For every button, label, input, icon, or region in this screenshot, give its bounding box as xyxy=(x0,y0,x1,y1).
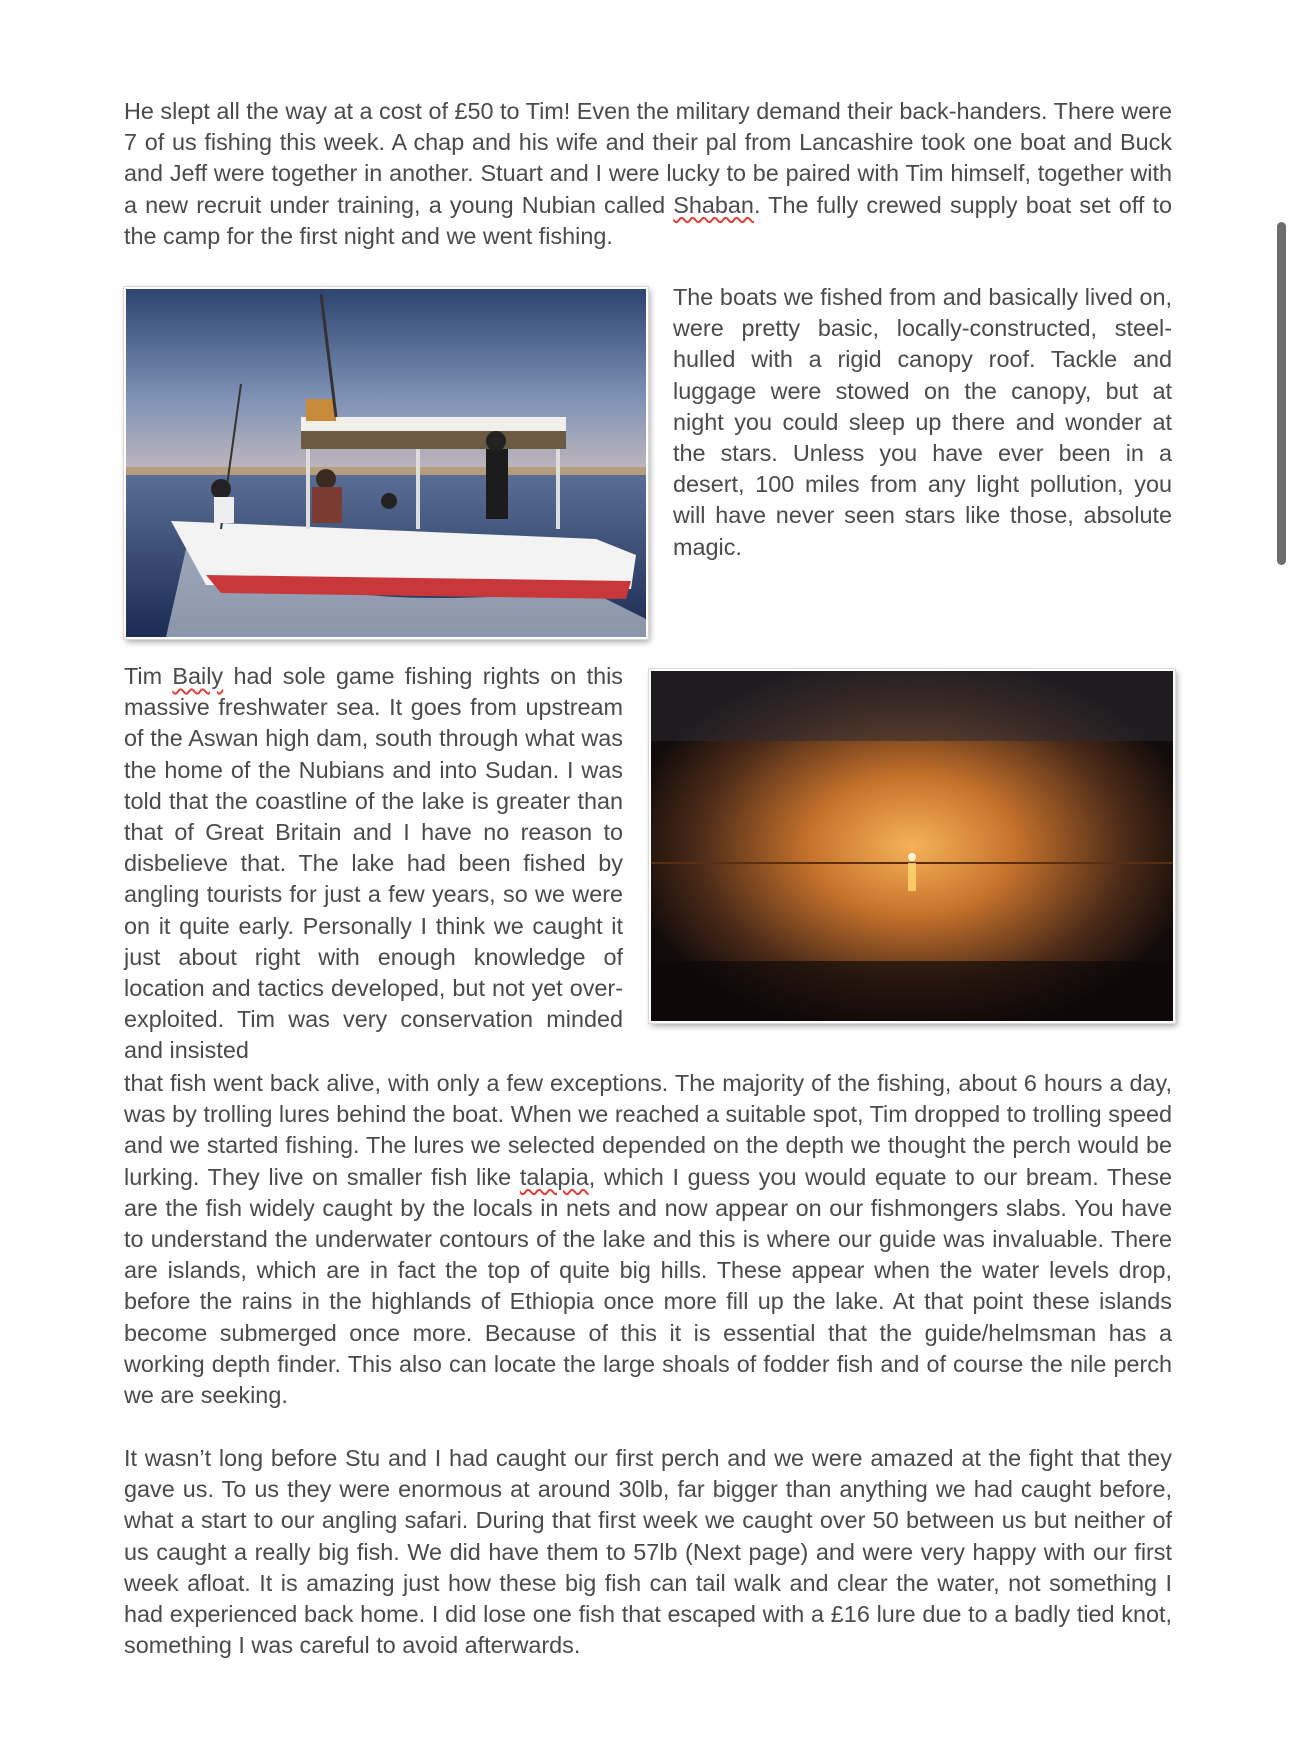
scrollbar[interactable] xyxy=(1277,222,1286,565)
boat-photo xyxy=(124,287,648,639)
paragraph-4: It wasn’t long before Stu and I had caught our first perch and we were amazed at the fight that they gave us. To us they were enormous at around 30lb, far bigger than anything we had caught before, what a start to our angling safari. During that first week we caught over 50 between us but neither of us caught a really big fish. We did have them to 57lb (Next page) and were very happy with our first week afloat. It is amazing just how these big fish can tail walk and clear the water, not something I had experienced back home. I did lose one fish that escaped with a £16 lure due to a badly tied knot, something I was careful to avoid afterwards. xyxy=(124,1445,1172,1659)
sunset-photo xyxy=(649,669,1175,1023)
paragraph-2: The boats we fished from and basically lived on, were pretty basic, locally-constructed, steel-hulled with a rigid canopy roof. Tackle and luggage were stowed on the canopy, but at night you could sleep up there and wonder at the stars. Unless you have ever been in a desert, 100 miles from any light pollution, you will have never seen stars like those, absolute magic. xyxy=(673,284,1172,560)
paragraph-3-continued: that fish went back alive, with only a few exceptions. The majority of the fishing, about 6 hours a day, was by trolling lures behind the boat. When we reached a suitable spot, Tim dropped to trolling speed and we started fishing. The lures we selected depended on the depth we thought the perch would be lurking. They live on smaller fish like talapia, which I guess you would equate to our bream. These are the fish widely caught by the locals in nets and now appear on our fishmongers slabs. You have to understand the underwater contours of the lake and this is where our guide was invaluable. There are islands, which are in fact the top of quite big hills. These appear when the water levels drop, before the rains in the highlands of Ethiopia once more fill up the lake. At that point these islands become submerged once more. Because of this it is essential that the guide/helmsman has a working depth finder. This also can locate the large shoals of fodder fish and of course the nile perch we are seeking. xyxy=(124,1070,1172,1409)
spelling-flag[interactable]: talapia xyxy=(519,1163,589,1190)
paragraph-1: He slept all the way at a cost of £50 to Tim! Even the military demand their back-handers. There were 7 of us fishing this week. A chap and his wife and their pal from Lancashire took one boat and Buck and Jeff were together in another. Stuart and I were lucky to be paired with Tim himself, together with a new recruit under training, a young Nubian called Shaban. The fully crewed supply boat set off to the camp for the first night and we went fishing. xyxy=(124,98,1172,249)
paragraph-3-top: Tim Baily had sole game fishing rights on this massive freshwater sea. It goes from upstream of the Aswan high dam, south through what was the home of the Nubians and into Sudan. I was told that the coastline of the lake is greater than that of Great Britain and I have no reason to disbelieve that. The lake had been fished by angling tourists for just a few years, so we were on it quite early. Personally I think we caught it just about right with enough knowledge of location and tactics developed, but not yet over-exploited. Tim was very conservation minded and insisted xyxy=(124,663,623,1064)
spelling-flag[interactable]: Shaban xyxy=(673,191,754,218)
spelling-flag[interactable]: Baily xyxy=(172,663,224,689)
